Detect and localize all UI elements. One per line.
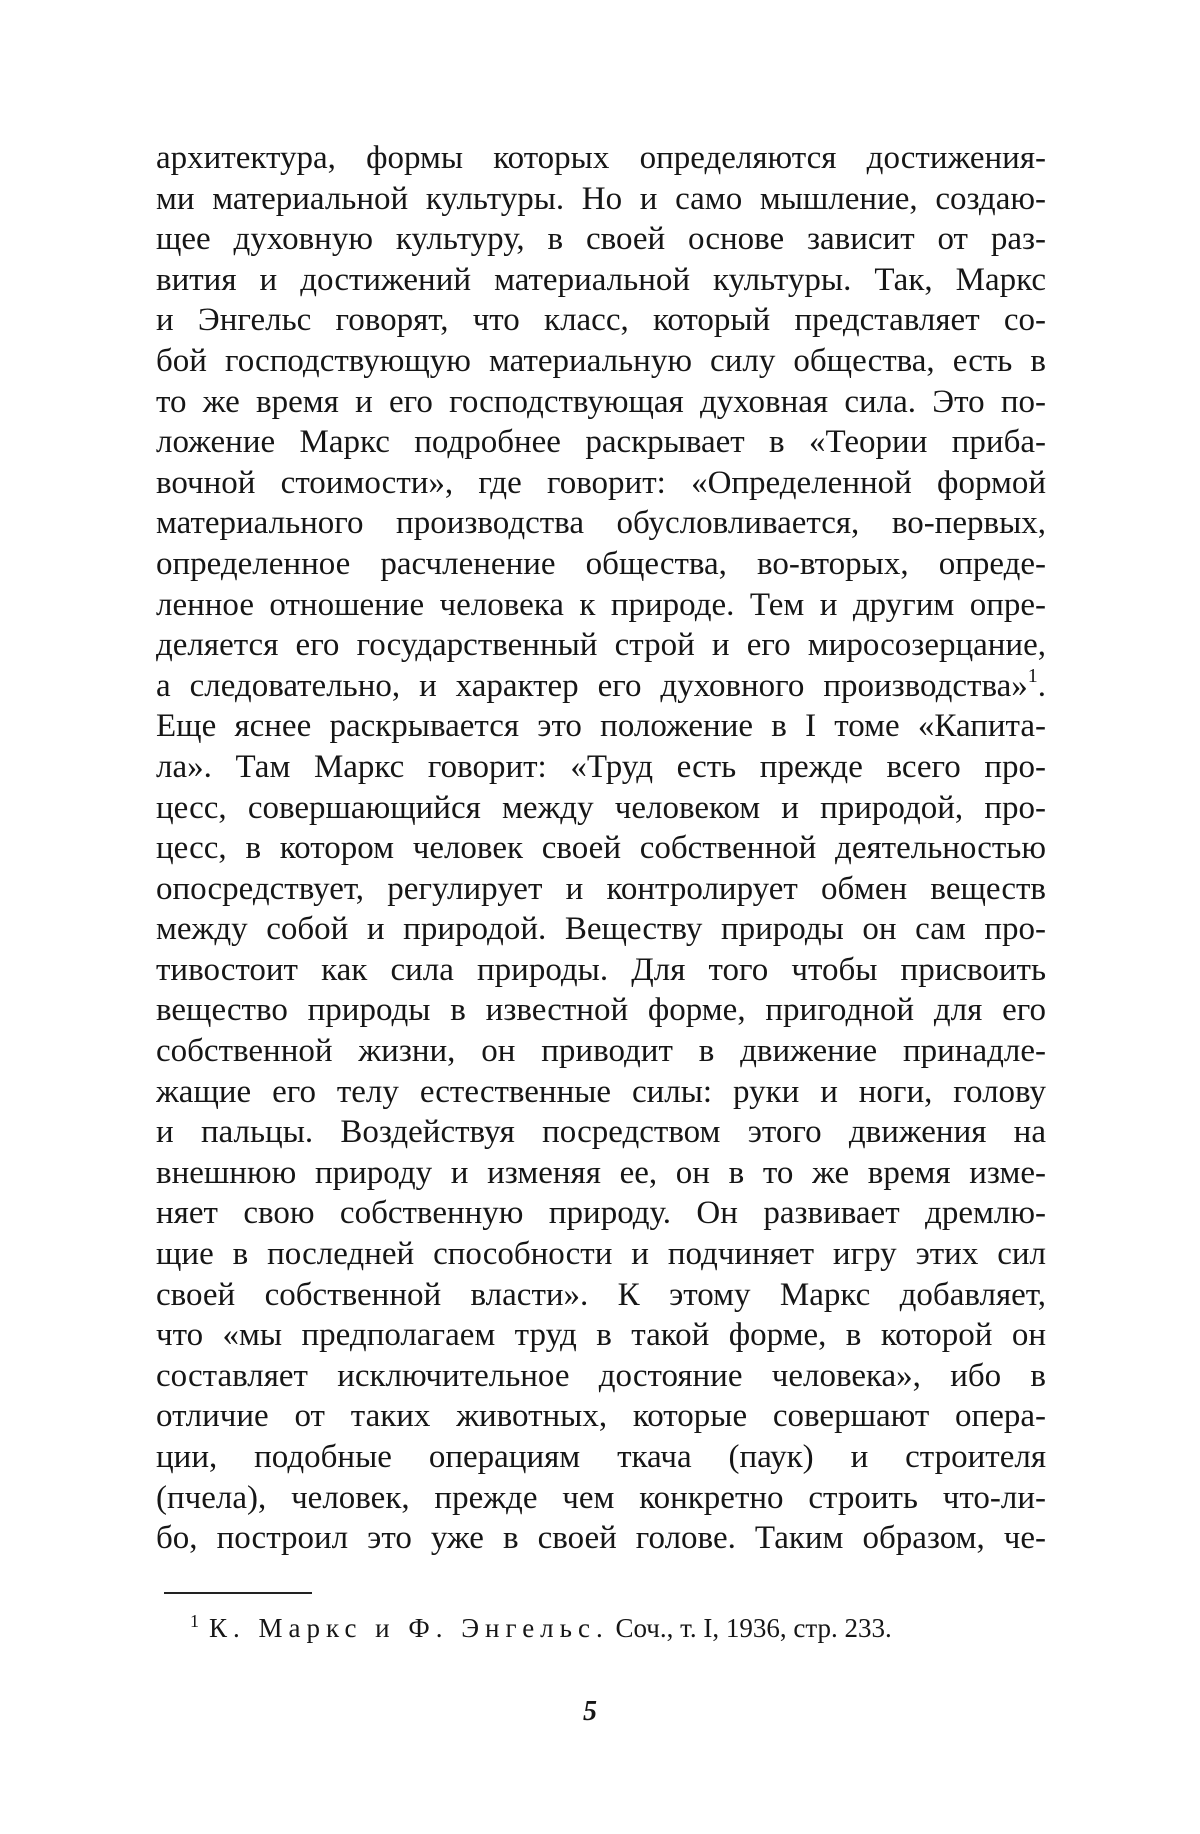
footnote-authors: К. Маркс и Ф. Энгельс. [209, 1613, 609, 1643]
text-line-with-footnote: а следовательно, и характер его духовного производства»$^1$. [156, 665, 1046, 704]
text-line: цесс, совершающийся между человеком и природой, про- [156, 789, 1046, 826]
text-line: бо, построил это уже в своей голове. Таким образом, че- [156, 1520, 1046, 1557]
text-line: ленное отношение человека к природе. Тем и другим опре- [156, 586, 1046, 623]
text-line: тивостоит как сила природы. Для того чтобы присвоить [156, 951, 1046, 988]
text-line: и пальцы. Воздействуя посредством этого движения на [156, 1114, 1046, 1151]
text-line: ции, подобные операциям ткача (паук) и строителя [156, 1439, 1046, 1475]
text-line: отличие от таких животных, которые совершают опера- [156, 1398, 1046, 1435]
text-line: своей собственной власти». К этому Маркс добавляет, [156, 1276, 1046, 1313]
text-line: щие в последней способности и подчиняет игру этих сил [156, 1236, 1046, 1273]
text-line: жащие его телу естественные силы: руки и ноги, голову [156, 1073, 1046, 1110]
text-line: няет свою собственную природу. Он развивает дремлю- [156, 1195, 1046, 1232]
footnote-citation: Соч., т. I, 1936, стр. 233. [615, 1613, 892, 1643]
footnote [190, 1604, 892, 1645]
text-line-content: а следовательно, и характер его духовного производства» [156, 667, 1028, 704]
footnote-divider [164, 1592, 312, 1594]
text-line: и Энгельс говорят, что класс, который представляет со- [156, 302, 1046, 339]
text-line: составляет исключительное достояние человека», ибо в [156, 1357, 1046, 1394]
footnote-mark: 1 [190, 1611, 199, 1631]
text-line: бой господствующую материальную силу общества, есть в [156, 342, 1046, 379]
text-line: опосредствует, регулирует и контролирует обмен веществ [156, 870, 1046, 907]
body-text [156, 138, 1046, 1559]
text-line: собственной жизни, он приводит в движение принадле- [156, 1033, 1046, 1070]
text-line: ла». Там Маркс говорит: «Труд есть прежде всего про- [156, 748, 1046, 785]
text-line: (пчела), человек, прежде чем конкретно строить что-ли- [156, 1479, 1046, 1516]
text-line: ми материальной культуры. Но и само мышление, создаю- [156, 180, 1046, 217]
footnote-reference[interactable]: 1 [1027, 665, 1038, 687]
text-line: ложение Маркс подробнее раскрывает в «Теории приба- [156, 424, 1046, 461]
text-line: вещество природы в известной форме, пригодной для его [156, 992, 1046, 1029]
text-line: щее духовную культуру, в своей основе зависит от раз- [156, 221, 1046, 258]
text-line: цесс, в котором человек своей собственной деятельностью [156, 830, 1046, 867]
text-line: что «мы предполагаем труд в такой форме, в которой он [156, 1317, 1046, 1354]
text-line: вития и достижений материальной культуры. Так, Маркс [156, 261, 1046, 298]
text-line: вочной стоимости», где говорит: «Определенной формой [156, 464, 1046, 501]
text-line: материального производства обусловливается, во-первых, [156, 505, 1046, 542]
text-line: деляется его государственный строй и его миросозерцание, [156, 627, 1046, 664]
text-line: внешнюю природу и изменяя ее, он в то же время изме- [156, 1154, 1046, 1191]
text-line: Еще яснее раскрывается это положение в I томе «Капита- [156, 708, 1046, 745]
text-line: то же время и его господствующая духовная сила. Это по- [156, 383, 1046, 420]
text-line: архитектура, формы которых определяются достижения- [156, 140, 1046, 176]
text-line: определенное расчленение общества, во-вторых, опреде- [156, 545, 1046, 582]
page-number: 5 [583, 1696, 597, 1727]
text-line: между собой и природой. Веществу природы он сам про- [156, 911, 1046, 948]
